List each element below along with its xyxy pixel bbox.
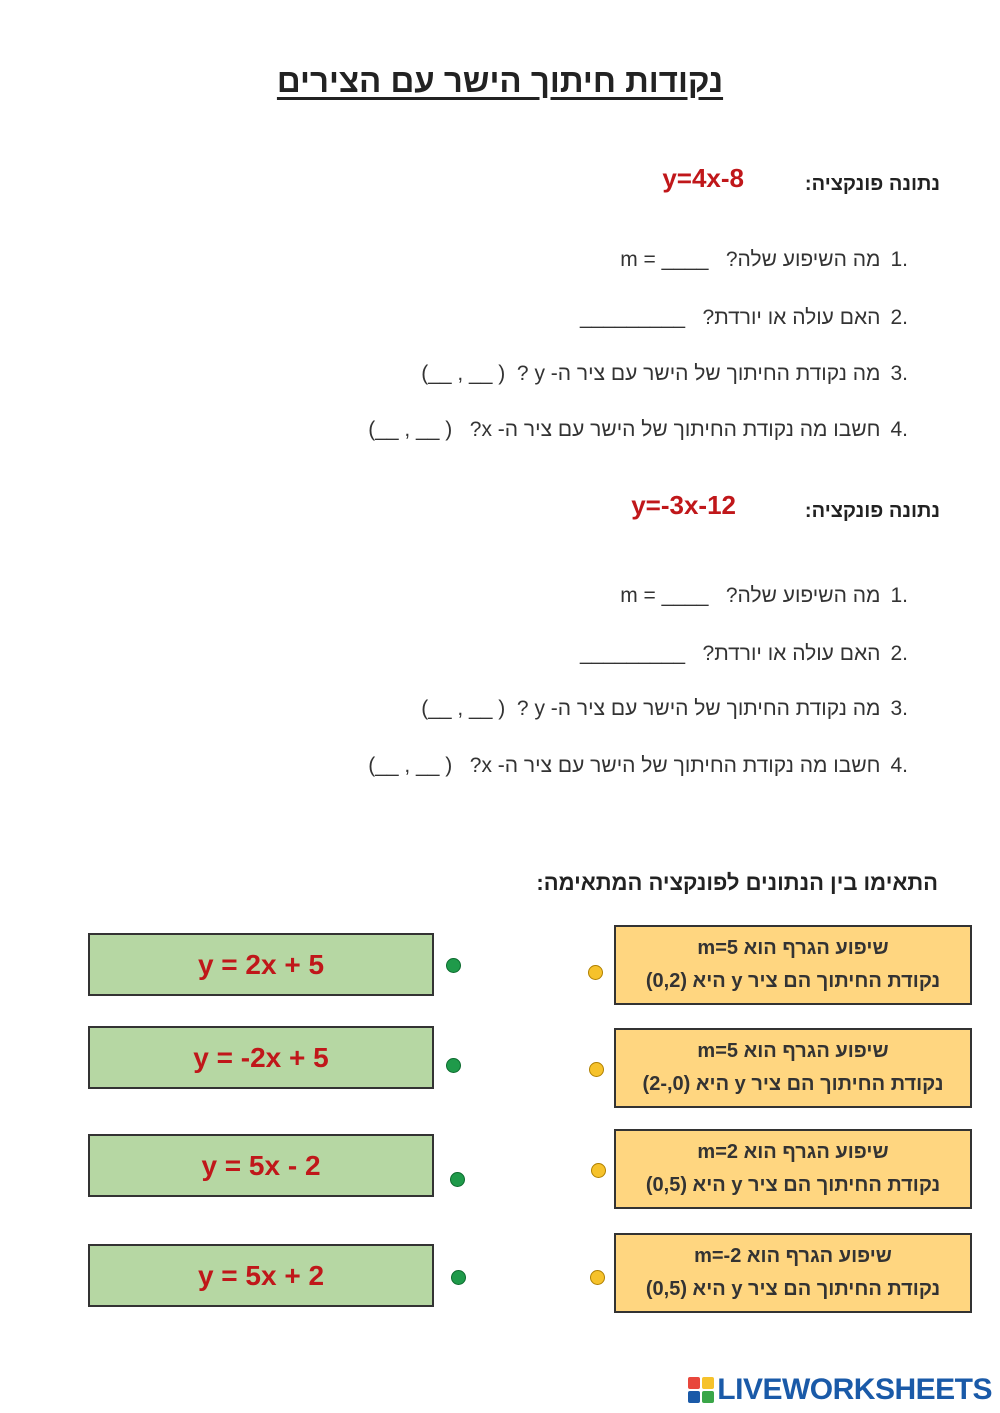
question-4	[368, 754, 908, 778]
match-dot[interactable]	[589, 1062, 604, 1077]
question-number: .1	[890, 248, 908, 271]
question-number: .4	[890, 418, 908, 441]
question-text: מה נקודת החיתוך של הישר עם ציר ה- y ? ( __ , __)	[421, 362, 881, 385]
liveworksheets-logo	[688, 1373, 992, 1407]
brand-suffix: WORKSHEETS	[781, 1373, 992, 1406]
given-function-row-2	[440, 490, 940, 530]
question-text: חשבו מה נקודת החיתוך של הישר עם ציר ה- x? ( __ , __)	[368, 418, 881, 441]
brand-prefix: LIVE	[717, 1373, 782, 1406]
match-dot[interactable]	[588, 965, 603, 980]
question-1	[620, 584, 908, 608]
question-text: האם עולה או יורדת? _________	[579, 306, 881, 329]
description-slope: שיפוע הגרף הוא m=5	[697, 937, 889, 959]
match-title: התאימו בין הנתונים לפונקציה המתאימה:	[536, 870, 938, 895]
question-1	[620, 248, 908, 272]
match-dot[interactable]	[451, 1270, 466, 1285]
function-expression: y=4x-8	[662, 163, 744, 193]
function-box[interactable]: y = 2x + 5	[88, 933, 434, 996]
description-intercept: נקודת החיתוך הם ציר y היא (0,2)	[645, 970, 941, 992]
description-intercept: נקודת החיתוך הם ציר y היא (0,-2)	[642, 1073, 944, 1095]
question-number: .2	[890, 306, 908, 329]
question-number: .1	[890, 584, 908, 607]
question-text: מה השיפוע שלה? ____ = m	[620, 248, 881, 271]
question-text: האם עולה או יורדת? _________	[579, 642, 881, 665]
function-expression: y=-3x-12	[631, 490, 736, 520]
description-intercept: נקודת החיתוך הם ציר y היא (0,5)	[645, 1278, 941, 1300]
description-slope: שיפוע הגרף הוא m=-2	[694, 1245, 892, 1267]
question-number: .3	[890, 362, 908, 385]
question-number: .2	[890, 642, 908, 665]
match-dot[interactable]	[446, 958, 461, 973]
match-dot[interactable]	[446, 1058, 461, 1073]
description-slope: שיפוע הגרף הוא m=2	[697, 1141, 889, 1163]
question-3	[421, 697, 908, 721]
question-3	[421, 362, 908, 386]
given-label: נתונה פונקציה:	[804, 500, 940, 522]
question-text: מה נקודת החיתוך של הישר עם ציר ה- y ? ( __ , __)	[421, 697, 881, 720]
question-2	[580, 306, 908, 330]
match-dot[interactable]	[591, 1163, 606, 1178]
match-dot[interactable]	[450, 1172, 465, 1187]
question-text: מה השיפוע שלה? ____ = m	[620, 584, 881, 607]
question-4	[368, 418, 908, 442]
description-box[interactable]	[614, 1129, 972, 1209]
match-dot[interactable]	[590, 1270, 605, 1285]
question-number: .4	[890, 754, 908, 777]
logo-icon	[688, 1377, 714, 1403]
question-text: חשבו מה נקודת החיתוך של הישר עם ציר ה- x? ( __ , __)	[368, 754, 881, 777]
question-2	[580, 642, 908, 666]
question-number: .3	[890, 697, 908, 720]
page-title: נקודות חיתוך הישר עם הצירים	[276, 62, 724, 99]
function-box[interactable]: y = -2x + 5	[88, 1026, 434, 1089]
description-box[interactable]	[614, 1233, 972, 1313]
description-intercept: נקודת החיתוך הם ציר y היא (0,5)	[645, 1174, 941, 1196]
function-box[interactable]: y = 5x + 2	[88, 1244, 434, 1307]
description-box[interactable]	[614, 925, 972, 1005]
description-box[interactable]	[614, 1028, 972, 1108]
given-function-row-1	[440, 163, 940, 203]
description-slope: שיפוע הגרף הוא m=5	[697, 1040, 889, 1062]
given-label: נתונה פונקציה:	[804, 173, 940, 195]
function-box[interactable]: y = 5x - 2	[88, 1134, 434, 1197]
